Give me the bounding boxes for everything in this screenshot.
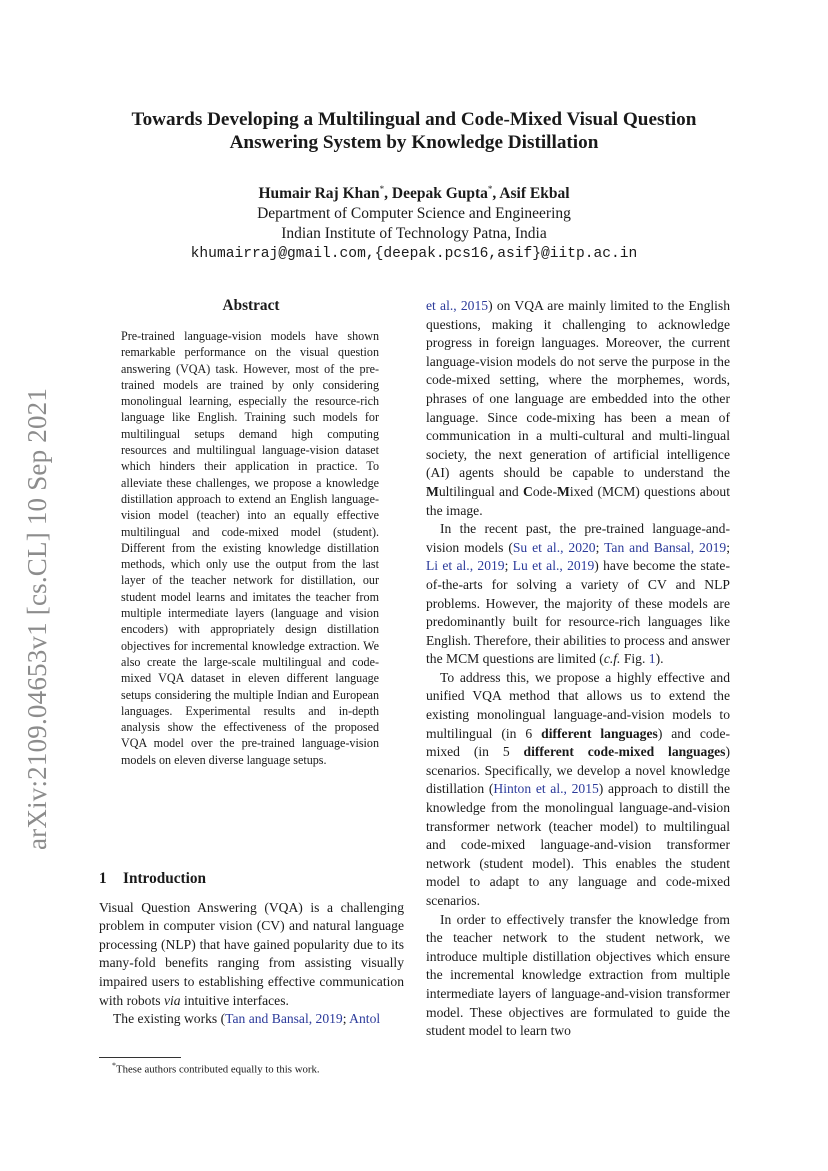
citation-link[interactable]: Li et al., 2019 xyxy=(426,558,505,574)
section-number: 1 xyxy=(99,870,107,887)
text-run: ) and code-mixed (in 5 xyxy=(426,725,731,760)
right-paragraph-2 xyxy=(426,520,730,669)
citation-link[interactable]: Tan and Bansal, 2019 xyxy=(225,1011,343,1027)
text-run: Fig. xyxy=(620,651,649,667)
institute: Indian Institute of Technology Patna, India xyxy=(281,225,547,243)
citation-link[interactable]: Lu et al., 2019 xyxy=(512,558,595,574)
right-column xyxy=(426,297,730,1041)
left-column xyxy=(99,870,404,1029)
equal-contrib-mark-1: * xyxy=(379,184,385,194)
author-2: Deepak Gupta xyxy=(391,185,488,203)
author-names xyxy=(80,179,748,204)
text-run: To address this, we propose a highly effective and unified VQA method that allows us to extend the existing monolingual language-and-vision models to multilingual (in 6 xyxy=(426,669,730,741)
text-run: ode- xyxy=(532,483,557,499)
right-paragraph-1 xyxy=(426,297,730,520)
text-run: ) scenarios. Specifically, we develop a novel knowledge distillation ( xyxy=(426,744,730,797)
abstract-heading: Abstract xyxy=(222,297,280,314)
intro-paragraph-2 xyxy=(99,1010,404,1029)
text-run: ixed (MCM) questions about the image. xyxy=(426,483,730,518)
text-run: The existing works ( xyxy=(113,1011,226,1027)
author-3: Asif Ekbal xyxy=(499,185,570,203)
title-line-2: Answering System by Knowledge Distillation xyxy=(229,132,599,153)
author-sep: , xyxy=(384,185,392,203)
footnote-mark: * xyxy=(112,1061,116,1070)
text-run: ; xyxy=(342,1011,350,1027)
text-run: ). xyxy=(655,651,664,667)
citation-link[interactable]: Antol xyxy=(349,1011,381,1027)
footnote-text: These authors contributed equally to this work. xyxy=(116,1063,320,1076)
figure-link[interactable]: 1 xyxy=(648,651,656,667)
section-heading-introduction xyxy=(99,870,404,889)
text-run: ; xyxy=(595,539,605,555)
paper-title xyxy=(80,108,748,154)
bold-letter: M xyxy=(556,483,570,499)
text-run: In the recent past, the pre-trained language-and-vision models ( xyxy=(426,521,730,555)
title-block xyxy=(80,108,748,264)
text-run: intuitive interfaces. xyxy=(180,992,289,1008)
bold-phrase: different languages xyxy=(541,725,658,741)
citation-link[interactable]: Hinton et al., 2015 xyxy=(493,781,599,797)
italic-via: via xyxy=(163,992,181,1008)
text-run: ; xyxy=(726,539,730,555)
bold-phrase: different code-mixed languages xyxy=(523,744,726,760)
citation-link[interactable]: et al., 2015 xyxy=(426,298,489,313)
text-run: ) have become the state-of-the-arts for solving a variety of CV and NLP problems. However, the majority of these models are predominantly built for resource-rich languages like English. Therefore, their abilities to process and answer the MCM questions are limited ( xyxy=(426,558,730,667)
right-paragraph-4: In order to effectively transfer the knowledge from the teacher network to the student network, we introduce multiple distillation objectives which ensure the incremental knowledge extraction from multiple intermediate layers of language-and-vision transformer model. These objectives are formulated to guide the student model to learn two xyxy=(426,911,730,1039)
author-sep: , xyxy=(492,185,500,203)
text-run: ) approach to distill the knowledge from the monolingual language-and-vision transformer network (teacher model) to multilingual and code-mixed language-and-vision transformer network (student model). This enables the student model to adapt to any language and code-mixed scenarios. xyxy=(426,781,731,908)
abstract-text: Pre-trained language-vision models have shown remarkable performance on the visual question answering (VQA) task. However, most of the pre-trained models are trained by only considering monolingual learning, especially the resource-rich language like English. Training such models for multilingual setups demand high computing resources and multilingual language-vision dataset which hinders their application in practice. To alleviate these challenges, we propose a knowledge distillation approach to extend an English language-vision model (teacher) into an equally effective multilingual and code-mixed model (student). Different from the existing knowledge distillation methods, which only use the output from the last layer of the teacher network for distillation, our student model learns and imitates the teacher from multiple intermediate layers (language and vision encoders) with appropriately design distillation objectives for incremental knowledge extraction. We also create the large-scale multilingual and code-mixed VQA dataset in eleven different language setups considering the multiple Indian and European languages. Experimental results and in-depth analysis show the effectiveness of the proposed VQA model over the pre-trained language-vision models on eleven diverse language setups. xyxy=(121,329,379,767)
citation-link[interactable]: Su et al., 2020 xyxy=(512,539,596,555)
text-run: ; xyxy=(504,558,513,574)
department: Department of Computer Science and Engineering xyxy=(257,205,571,223)
author-block xyxy=(80,179,748,264)
text-run: Visual Question Answering (VQA) is a challenging problem in computer vision (CV) and natural language processing (NLP) that have gained popularity due to its many-fold benefits ranging from assisting visually impaired users to establishing effective communication with robots xyxy=(99,899,404,1008)
author-1: Humair Raj Khan xyxy=(258,185,380,203)
footnote-divider xyxy=(99,1057,181,1058)
italic-cf: c.f. xyxy=(603,651,621,667)
citation-link[interactable]: Tan and Bansal, 2019 xyxy=(604,539,727,555)
bold-letter: C xyxy=(522,483,533,499)
text-run: ) on VQA are mainly limited to the English questions, making it challenging to acknowledge progress in foreign languages. Moreover, the current language-vision models do not serve the purpose in the code-mixed setting, where the morphemes, words, phrases of one language are embedded into the other language. Since code-mixing has been a mean of communication in a multi-cultural and multi-lingual society, the next generation of artificial intelligence (AI) agents should be capable to understand the xyxy=(426,298,731,481)
footnote xyxy=(112,1061,320,1076)
text-run: ultilingual and xyxy=(438,483,523,499)
equal-contrib-mark-2: * xyxy=(487,184,493,194)
section-title: Introduction xyxy=(123,870,207,887)
bold-letter: M xyxy=(426,483,439,499)
intro-paragraph-1 xyxy=(99,899,404,1011)
right-paragraph-3 xyxy=(426,669,730,911)
title-line-1: Towards Developing a Multilingual and Code-Mixed Visual Question xyxy=(131,109,697,130)
author-emails: khumairraj@gmail.com,{deepak.pcs16,asif}@iitp.ac.in xyxy=(190,246,638,263)
arxiv-identifier: arXiv:2109.04653v1 [cs.CL] 10 Sep 2021 xyxy=(22,387,52,850)
